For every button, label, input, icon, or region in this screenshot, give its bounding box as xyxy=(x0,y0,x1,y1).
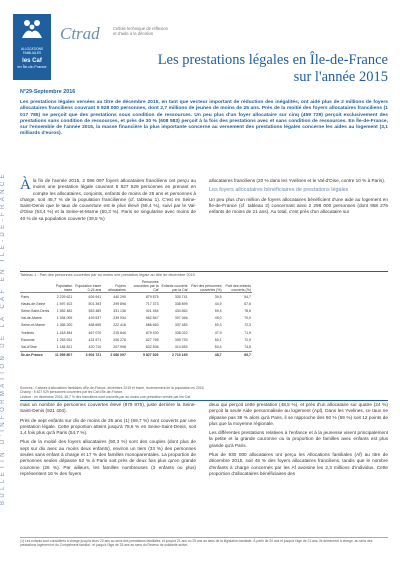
table-cell: 879 875 xyxy=(145,294,159,299)
table-header-cell: Part des enfants couverts (%) xyxy=(223,279,252,293)
table-cell: Île-de-France xyxy=(20,351,50,359)
table-cell: 54,7 xyxy=(244,294,251,299)
table-cell: 78,6 xyxy=(244,308,251,313)
table-cell: 2 229 621 xyxy=(56,294,73,299)
table-cell: 632 836 xyxy=(145,344,159,349)
table-cell: 1 597 402 xyxy=(56,301,73,306)
table-cell: 53,4 xyxy=(214,344,222,349)
table-row xyxy=(20,322,252,329)
footnote: (1) Les enfants sont considérés à charge jusqu'à leurs 20 ans au sens des prestations familiales, et jusqu'à 21 ans ou 25 ans au sens de la législation familiale. À partir de 20 ans et jusqu'à l'âge de 21 ans, ils demeurent à charge, au sens des prestations logement et du Complément familial : et jusqu'à l'âge de 25 ans au sens du Revenu de solidarité active. xyxy=(20,537,388,547)
table-row xyxy=(20,343,252,351)
table-cell: 215 846 xyxy=(113,330,126,335)
table-cell: 59,4 xyxy=(214,308,222,313)
column-3-paragraph-2: Près de sept enfants sur dix de moins de 25 ans (1) (69,7 %) sont couverts par une prestation légale. Cette proportion atteint jusqu'à 78,6 % en Seine-Saint-Denis, soit 1,4 fois plus qu'à Paris (54,7 %). xyxy=(20,417,196,436)
table-cell: 69,7 xyxy=(223,351,252,359)
table-cell: 2 710 165 xyxy=(160,351,189,359)
table-cell: 468 695 xyxy=(88,323,102,328)
table-cell: 49,0 xyxy=(214,316,222,321)
table-cell: 626 941 xyxy=(88,294,102,299)
table-cell: 72,9 xyxy=(244,337,251,342)
column-4 xyxy=(209,402,388,480)
table-cell: 39,5 xyxy=(214,294,222,299)
table-header-cell: Foyers allocataires xyxy=(102,279,127,293)
page-title xyxy=(150,52,388,86)
table-cell: 299 896 xyxy=(113,301,126,306)
table-row xyxy=(20,307,252,314)
table-cell: 72,3 xyxy=(244,323,251,328)
table-header-cell: Part des personnes couvertes (%) xyxy=(189,279,223,293)
column-3 xyxy=(20,402,196,480)
table-sources xyxy=(20,386,388,401)
table-cell: Seine-Saint-Denis xyxy=(21,308,50,313)
logo-line-region: en Île-de-France xyxy=(17,64,47,69)
column-4-paragraph-2: Les différentes prestations relatives à l'enfance et à la jeunesse visent principalement la petite et la grande couronne ou la proportion de familles avec enfants est plus grande qu'à Paris. xyxy=(209,430,388,448)
table-cell: 424 971 xyxy=(88,337,102,342)
table-cell: 207 998 xyxy=(113,344,126,349)
table-cell: 679 430 xyxy=(145,330,159,335)
table-caption: Tableau 1 : Part des personnes couvertes par au moins une prestation légale au titre de décembre 2015 xyxy=(20,271,388,277)
table-cell: 2 086 097 xyxy=(102,351,127,359)
intro-paragraph: Les prestations légales versées au titre de décembre 2015, en tant que vecteur important de réduction des inégalités, ont aidé plus de 2 millions de foyers allocataires franciliens couvrant 5 828 000 personnes, dont 2,7 millions de jeunes de moins de 25 ans. Près de la moitié des foyers allocataires franciliens (1 017 785) ne perçoit que des prestations sous condition de ressources. Un peu plus d'un foyer allocataire sur cinq (459 729) perçoit exclusivement des prestations sans condition de ressources, et près de 30 % (608 583) perçoit à la fois des prestations avec et sans condition de ressources. En Île-de-France, sur l'ensemble de l'année 2015, la masse financière la plus importante concerne au versement des prestations légales concerne les aides au logement (3,1 milliards d'euros). xyxy=(20,100,388,137)
table-cell: 501 393 xyxy=(88,301,102,306)
title-line-2: sur l'année 2015 xyxy=(293,69,388,85)
table-cell: 1 184 821 xyxy=(56,344,73,349)
table-header-cell xyxy=(20,279,50,293)
column-4-paragraph-3: Plus de 930 000 allocataires ont perçu les Allocations familiales (Af) au titre de décembre 2015, soit 45 % des foyers allocataires franciliens, tandis que le nombre d'enfants à charge concernés par les Af avoisine les 2,3 millions d'individus. Cette proportion d'allocataires bénéficiaires des xyxy=(209,452,388,476)
column-1 xyxy=(20,178,196,225)
column-3-paragraph-3: Plus de la moitié des foyers allocataires (50,3 %) sont des couples (dont plus de sept sur dix avec au moins deux enfants), environ un tiers (33 %) des personnes seules sans enfant à charge et 17 % des familles monoparentales. La proportion de personnes seules dépasse 52 % à Paris soit près de deux fois plus qu'en grande couronne (26 %). Par ailleurs, les familles nombreuses (3 enfants ou plus) représentent 16 % des foyers xyxy=(20,439,196,476)
table-cell: 1 552 482 xyxy=(56,308,73,313)
section-heading: Les foyers allocataires bénéficiaires de prestations légales xyxy=(209,187,349,194)
table-cell: 48,7 xyxy=(189,351,223,359)
table-cell: 336 022 xyxy=(174,330,188,335)
table-body xyxy=(20,293,252,359)
table-cell: 1 365 200 xyxy=(56,323,73,328)
column-2-paragraph-1: allocataires franciliens (20 % dans les Yvelines et le Val-d'Oise, contre 10 % à Paris). xyxy=(209,178,386,183)
logo-line-allocations: ALLOCATIONS FAMILIALES xyxy=(20,47,44,55)
table-cell: 439 537 xyxy=(88,316,102,321)
table-cell: 553 480 xyxy=(88,308,102,313)
table-cell: 70,0 xyxy=(244,316,251,321)
table-cell: 11 959 807 xyxy=(50,351,73,359)
table-total-row xyxy=(20,351,252,359)
coverage-table xyxy=(20,279,252,359)
column-3-paragraph-1: mais un nombre de personnes couvertes élevé (879 875), juste derrière la Seine-Saint-Denis (921 404). xyxy=(20,402,196,414)
table-cell: 338 899 xyxy=(174,301,188,306)
table-cell: 420 710 xyxy=(88,344,102,349)
table-cell: Seine-et-Marne xyxy=(21,323,46,328)
table-header-cell: Population Insee 0-24 ans xyxy=(73,279,102,293)
table-cell: 434 862 xyxy=(174,308,188,313)
masthead-tagline xyxy=(113,26,168,36)
table-cell: 222 416 xyxy=(113,323,126,328)
family-emblem-icon xyxy=(19,18,45,40)
table-cell: 1 354 005 xyxy=(56,316,73,321)
table-row xyxy=(20,336,252,343)
table-row xyxy=(20,329,252,336)
table-cell: 67,6 xyxy=(244,301,251,306)
table-cell: 239 934 xyxy=(113,316,126,321)
table-cell: 921 454 xyxy=(145,308,159,313)
table-header-cell: Personnes couvertes par la Caf xyxy=(127,279,160,293)
table-cell: 467 070 xyxy=(88,330,102,335)
column-2-paragraph-2: Un peu plus d'un million de foyers allocataires bénéficient d'une aide au logement en Île-de-France (cf. tableau 2) concernant ainsi 2 298 000 personnes (dont 958 276 enfants de moins de 21 ans). Au total, c'est près d'un allocataire sur xyxy=(209,196,388,215)
table-cell: 717 373 xyxy=(145,301,159,306)
sidebar-vertical-title: BULLETIN D'INFORMATION DE LA CAF EN ÎLE-DE-FRANCE xyxy=(0,171,6,505)
column-1-text: la fin de l'année 2015, 2 086 097 foyers allocataires franciliens ont perçu au moins une prestation légale couvrant 5 827 529 personnes en prenant en compte les allocataires, conjoints, enfants de moins de 25 ans et personnes à charge, soit 48,7 % de la population francilienne (cf. tableau 1). C'est en Seine-Saint-Denis que le taux de couverture est le plus élevé (59,4 %), suivi par le Val-d'Oise (53,4 %) et la Seine-et-Marne (50,3 %). Paris se singularise avec moins de 40 % de sa population couverte (39,5 %) xyxy=(20,178,196,221)
table-cell: Val-d'Oise xyxy=(21,344,37,349)
table-header-row xyxy=(20,279,252,293)
table-cell: Val-de-Marne xyxy=(21,316,42,321)
table-cell: 337 483 xyxy=(174,323,188,328)
sources-line: Sources : Caisses d'allocations familiales d'Île-de-France, décembre 2015 et Insee, recensement de la population en 2015. xyxy=(20,386,205,390)
table-cell: 47,9 xyxy=(214,330,222,335)
table-cell: 50,1 xyxy=(214,337,222,342)
table-cell: 50,3 xyxy=(214,323,222,328)
table-header-cell: Population Insee xyxy=(50,279,73,293)
tagline-line-2: et d'aide à la décision xyxy=(113,31,154,36)
table-cell: 1 418 484 xyxy=(56,330,73,335)
table-cell: 440 290 xyxy=(113,294,126,299)
drop-cap: À xyxy=(20,177,31,193)
tagline-line-1: Cellule technique de réflexion xyxy=(113,26,168,31)
column-2 xyxy=(209,178,388,219)
table-cell: Hauts-de-Seine xyxy=(21,301,46,306)
table-cell: 686 663 xyxy=(145,323,159,328)
table-cell: 331 136 xyxy=(113,308,126,313)
table-row xyxy=(20,315,252,322)
table-cell: 307 946 xyxy=(174,316,188,321)
logo-line-caf: les Caf xyxy=(22,58,42,64)
table-cell: 314 653 xyxy=(174,344,188,349)
masthead-name: Ctrad xyxy=(60,24,100,43)
table-cell: 5 827 529 xyxy=(127,351,160,359)
issue-number: N°29-Septembre 2016 xyxy=(20,89,76,95)
table-cell: 3 904 721 xyxy=(73,351,102,359)
table-cell: Essonne xyxy=(21,337,35,342)
champ-line: Champ : 5 827 529 personnes couvertes par les Caf d'Île-de-France. xyxy=(20,390,124,395)
table-cell: 74,8 xyxy=(244,344,251,349)
table-cell: 206 276 xyxy=(113,337,126,342)
table-cell: 1 253 931 xyxy=(56,337,73,342)
table-header-cell: Enfants couverts par la Caf xyxy=(160,279,189,293)
table-cell: 627 765 xyxy=(145,337,159,342)
column-1-paragraph xyxy=(20,178,196,222)
table-row xyxy=(20,300,252,307)
title-line-1: Les prestations légales en Île-de-France xyxy=(157,52,388,68)
table-cell: Yvelines xyxy=(21,330,35,335)
table-cell: 44,9 xyxy=(214,301,222,306)
table-cell: 662 847 xyxy=(145,316,159,321)
lecture-line: Lecture : en décembre 2015, 48,7 % des franciliens sont couverts par au moins une prestation versée par les Caf. xyxy=(20,394,191,399)
table-row xyxy=(20,293,252,301)
caf-logo xyxy=(13,14,51,80)
table-cell: 309 793 xyxy=(174,337,188,342)
table-cell: Paris xyxy=(21,294,29,299)
column-4-paragraph-1: deux qui perçoit cette prestation (48,5 %), et près d'un allocataire sur quatre (24 %) perçoit la seule Aide personnalisée au logement (Apl). Dans les Yvelines, ce taux ne dépasse pas 38 % alors qu'à Paris, il se rapproche des 60 % (59 %) soit 12 points de plus que la moyenne régionale. xyxy=(209,402,388,426)
table-cell: 330 741 xyxy=(174,294,188,299)
table-cell: 71,9 xyxy=(244,330,251,335)
